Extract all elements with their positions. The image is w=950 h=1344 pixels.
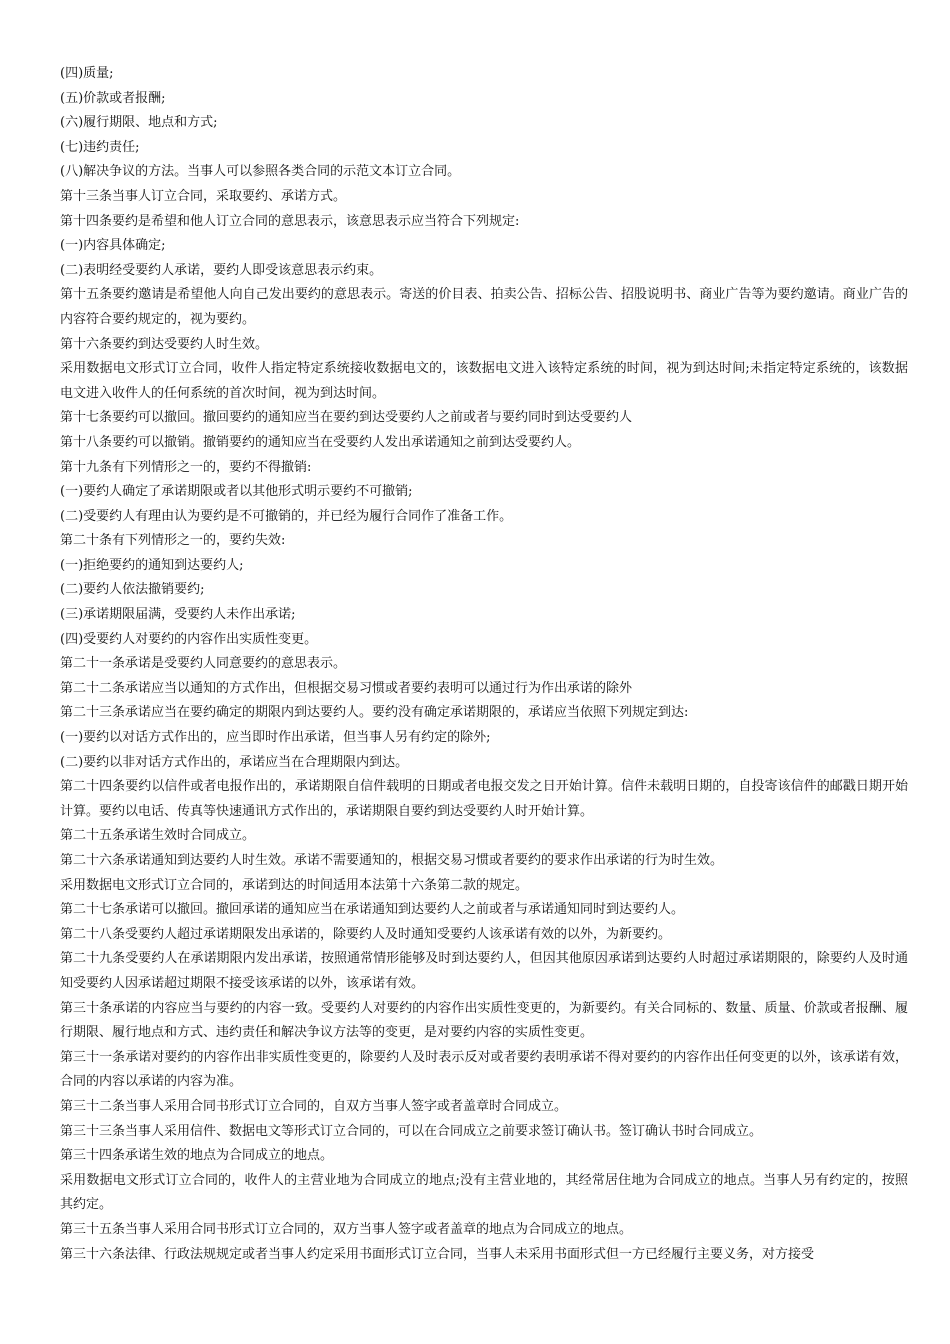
paragraph: 第二十条有下列情形之一的，要约失效: bbox=[60, 533, 286, 549]
paragraph: (五)价款或者报酬; bbox=[60, 90, 166, 106]
paragraph: 第十四条要约是希望和他人订立合同的意思表示，该意思表示应当符合下列规定: bbox=[60, 213, 520, 229]
paragraph: 采用数据电文形式订立合同的，收件人的主营业地为合同成立的地点;没有主营业地的，其经常居住地为合同成立的地点。当事人另有约定的，按照其约定。 bbox=[60, 1172, 908, 1213]
paragraph: (三)承诺期限届满，受要约人未作出承诺; bbox=[60, 607, 296, 623]
paragraph: 第三十六条法律、行政法规规定或者当事人约定采用书面形式订立合同，当事人未采用书面形式但一方已经履行主要义务，对方接受 bbox=[60, 1246, 815, 1262]
paragraph: (二)要约人依法撤销要约; bbox=[60, 582, 205, 598]
paragraph: (一)内容具体确定; bbox=[60, 238, 166, 254]
paragraph: 第十五条要约邀请是希望他人向自己发出要约的意思表示。寄送的价目表、拍卖公告、招标公告、招股说明书、商业广告等为要约邀请。商业广告的内容符合要约规定的，视为要约。 bbox=[60, 287, 908, 327]
paragraph: 第三十一条承诺对要约的内容作出非实质性变更的，除要约人及时表示反对或者要约表明承诺不得对要约的内容作出任何变更的以外，该承诺有效，合同的内容以承诺的内容为准。 bbox=[60, 1049, 908, 1090]
paragraph: (一)要约以对话方式作出的，应当即时作出承诺，但当事人另有约定的除外; bbox=[60, 730, 491, 746]
paragraph: 第二十三条承诺应当在要约确定的期限内到达要约人。要约没有确定承诺期限的，承诺应当依照下列规定到达: bbox=[60, 705, 689, 721]
paragraph: 第三十二条当事人采用合同书形式订立合同的，自双方当事人签字或者盖章时合同成立。 bbox=[60, 1098, 568, 1114]
paragraph: (二)要约以非对话方式作出的，承诺应当在合理期限内到达。 bbox=[60, 754, 409, 770]
paragraph: 第二十九条受要约人在承诺期限内发出承诺，按照通常情形能够及时到达要约人，但因其他原因承诺到达要约人时超过承诺期限的，除要约人及时通知受要约人因承诺超过期限不接受该承诺的以外，该承诺有效。 bbox=[60, 951, 908, 991]
paragraph: (一)要约人确定了承诺期限或者以其他形式明示要约不可撤销; bbox=[60, 484, 413, 500]
paragraph: 第二十七条承诺可以撤回。撤回承诺的通知应当在承诺通知到达要约人之前或者与承诺通知同时到达要约人。 bbox=[60, 902, 685, 918]
paragraph: (六)履行期限、地点和方式; bbox=[60, 115, 218, 131]
paragraph: 采用数据电文形式订立合同的，承诺到达的时间适用本法第十六条第二款的规定。 bbox=[60, 877, 529, 893]
paragraph: (四)质量; bbox=[60, 66, 114, 81]
paragraph: 第二十八条受要约人超过承诺期限发出承诺的，除要约人及时通知受要约人该承诺有效的以外，为新要约。 bbox=[60, 926, 672, 942]
paragraph: 第二十四条要约以信件或者电报作出的，承诺期限自信件载明的日期或者电报交发之日开始计算。信件未载明日期的，自投寄该信件的邮戳日期开始计算。要约以电话、传真等快速通讯方式作出的，承诺期限自要约到达受要约人时开始计算。 bbox=[60, 779, 908, 819]
paragraph: (二)表明经受要约人承诺，要约人即受该意思表示约束。 bbox=[60, 262, 383, 278]
paragraph: (七)违约责任; bbox=[60, 139, 140, 155]
paragraph: 第十八条要约可以撤销。撤销要约的通知应当在受要约人发出承诺通知之前到达受要约人。 bbox=[60, 434, 581, 450]
paragraph: 第三十五条当事人采用合同书形式订立合同的，双方当事人签字或者盖章的地点为合同成立的地点。 bbox=[60, 1221, 633, 1237]
paragraph: 第十三条当事人订立合同，采取要约、承诺方式。 bbox=[60, 188, 347, 204]
document-body bbox=[60, 62, 908, 1267]
paragraph: 第十六条要约到达受要约人时生效。 bbox=[60, 336, 269, 352]
paragraph: 第十九条有下列情形之一的，要约不得撤销: bbox=[60, 459, 312, 475]
paragraph: 第三十条承诺的内容应当与要约的内容一致。受要约人对要约的内容作出实质性变更的，为新要约。有关合同标的、数量、质量、价款或者报酬、履行期限、履行地点和方式、违约责任和解决争议方法等的变更，是对要约内容的实质性变更。 bbox=[60, 1000, 908, 1041]
paragraph: 第十七条要约可以撤回。撤回要约的通知应当在要约到达受要约人之前或者与要约同时到达受要约人 bbox=[60, 410, 633, 426]
paragraph: (二)受要约人有理由认为要约是不可撤销的，并已经为履行合同作了准备工作。 bbox=[60, 508, 513, 524]
paragraph: (八)解决争议的方法。当事人可以参照各类合同的示范文本订立合同。 bbox=[60, 164, 461, 180]
paragraph: 第二十六条承诺通知到达要约人时生效。承诺不需要通知的，根据交易习惯或者要约的要求作出承诺的行为时生效。 bbox=[60, 853, 724, 868]
paragraph: 第三十三条当事人采用信件、数据电文等形式订立合同的，可以在合同成立之前要求签订确认书。签订确认书时合同成立。 bbox=[60, 1123, 763, 1139]
paragraph: 采用数据电文形式订立合同，收件人指定特定系统接收数据电文的，该数据电文进入该特定系统的时间，视为到达时间;未指定特定系统的，该数据电文进入收件人的任何系统的首次时间，视为到达时间。 bbox=[60, 361, 908, 401]
paragraph: 第二十五条承诺生效时合同成立。 bbox=[60, 828, 256, 844]
paragraph: 第二十二条承诺应当以通知的方式作出，但根据交易习惯或者要约表明可以通过行为作出承诺的除外 bbox=[60, 680, 633, 696]
paragraph: (四)受要约人对要约的内容作出实质性变更。 bbox=[60, 631, 318, 647]
paragraph: 第二十一条承诺是受要约人同意要约的意思表示。 bbox=[60, 656, 347, 672]
paragraph: 第三十四条承诺生效的地点为合同成立的地点。 bbox=[60, 1148, 334, 1164]
paragraph: (一)拒绝要约的通知到达要约人; bbox=[60, 557, 244, 573]
